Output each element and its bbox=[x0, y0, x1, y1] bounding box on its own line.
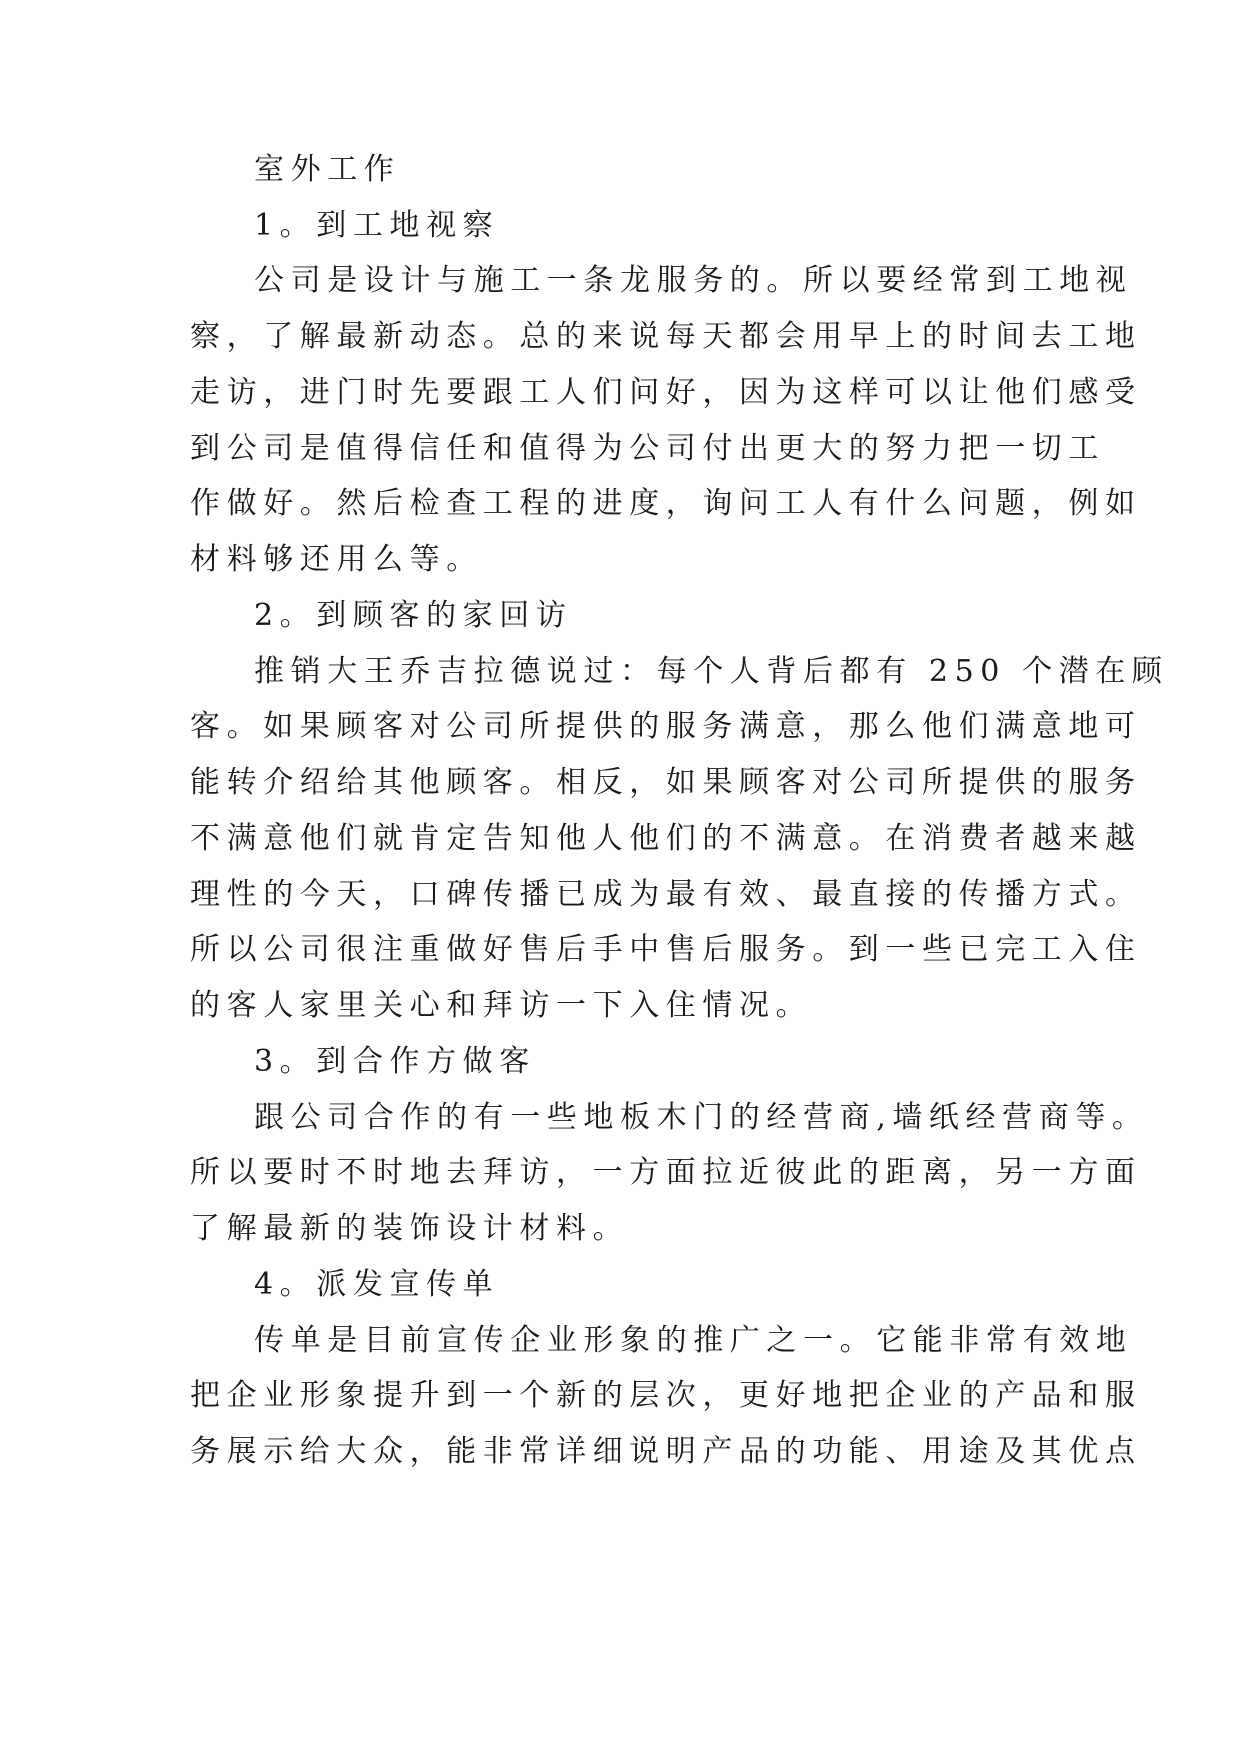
item-heading-site-visit: 1。到工地视察 bbox=[254, 208, 500, 243]
paragraph-line: 客。如果顾客对公司所提供的服务满意，那么他们满意地可 bbox=[190, 709, 1142, 744]
paragraph-line: 察，了解最新动态。总的来说每天都会用早上的时间去工地 bbox=[190, 319, 1142, 354]
paragraph-line: 了解最新的装饰设计材料。 bbox=[190, 1211, 630, 1246]
paragraph-line: 务展示给大众，能非常详细说明产品的功能、用途及其优点 bbox=[190, 1434, 1142, 1469]
paragraph-line: 材料够还用么等。 bbox=[190, 542, 483, 577]
item-heading-partner-visit: 3。到合作方做客 bbox=[254, 1044, 536, 1079]
paragraph-line: 公司是设计与施工一条龙服务的。所以要经常到工地视 bbox=[254, 263, 1133, 298]
paragraph-line: 理性的今天，口碑传播已成为最有效、最直接的传播方式。 bbox=[190, 877, 1142, 912]
paragraph-line: 到公司是值得信任和值得为公司付出更大的努力把一切工 bbox=[190, 431, 1105, 466]
section-heading-outdoor-work: 室外工作 bbox=[254, 152, 401, 187]
paragraph-line: 所以公司很注重做好售后手中售后服务。到一些已完工入住 bbox=[190, 932, 1142, 967]
paragraph-line: 传单是目前宣传企业形象的推广之一。它能非常有效地 bbox=[254, 1323, 1133, 1358]
paragraph-line: 能转介绍给其他顾客。相反，如果顾客对公司所提供的服务 bbox=[190, 765, 1142, 800]
paragraph-line: 把企业形象提升到一个新的层次，更好地把企业的产品和服 bbox=[190, 1378, 1142, 1413]
paragraph-line: 不满意他们就肯定告知他人他们的不满意。在消费者越来越 bbox=[190, 821, 1142, 856]
item-heading-customer-revisit: 2。到顾客的家回访 bbox=[254, 598, 573, 633]
paragraph-line: 跟公司合作的有一些地板木门的经营商,墙纸经营商等。 bbox=[254, 1100, 1149, 1135]
paragraph-line: 所以要时不时地去拜访，一方面拉近彼此的距离，另一方面 bbox=[190, 1155, 1142, 1190]
paragraph-line: 的客人家里关心和拜访一下入住情况。 bbox=[190, 988, 813, 1023]
paragraph-line: 推销大王乔吉拉德说过：每个人背后都有 250 个潜在顾 bbox=[254, 654, 1169, 689]
item-heading-distribute-flyers: 4。派发宣传单 bbox=[254, 1267, 500, 1302]
paragraph-line: 作做好。然后检查工程的进度，询问工人有什么问题，例如 bbox=[190, 486, 1142, 521]
paragraph-line: 走访，进门时先要跟工人们问好，因为这样可以让他们感受 bbox=[190, 375, 1142, 410]
